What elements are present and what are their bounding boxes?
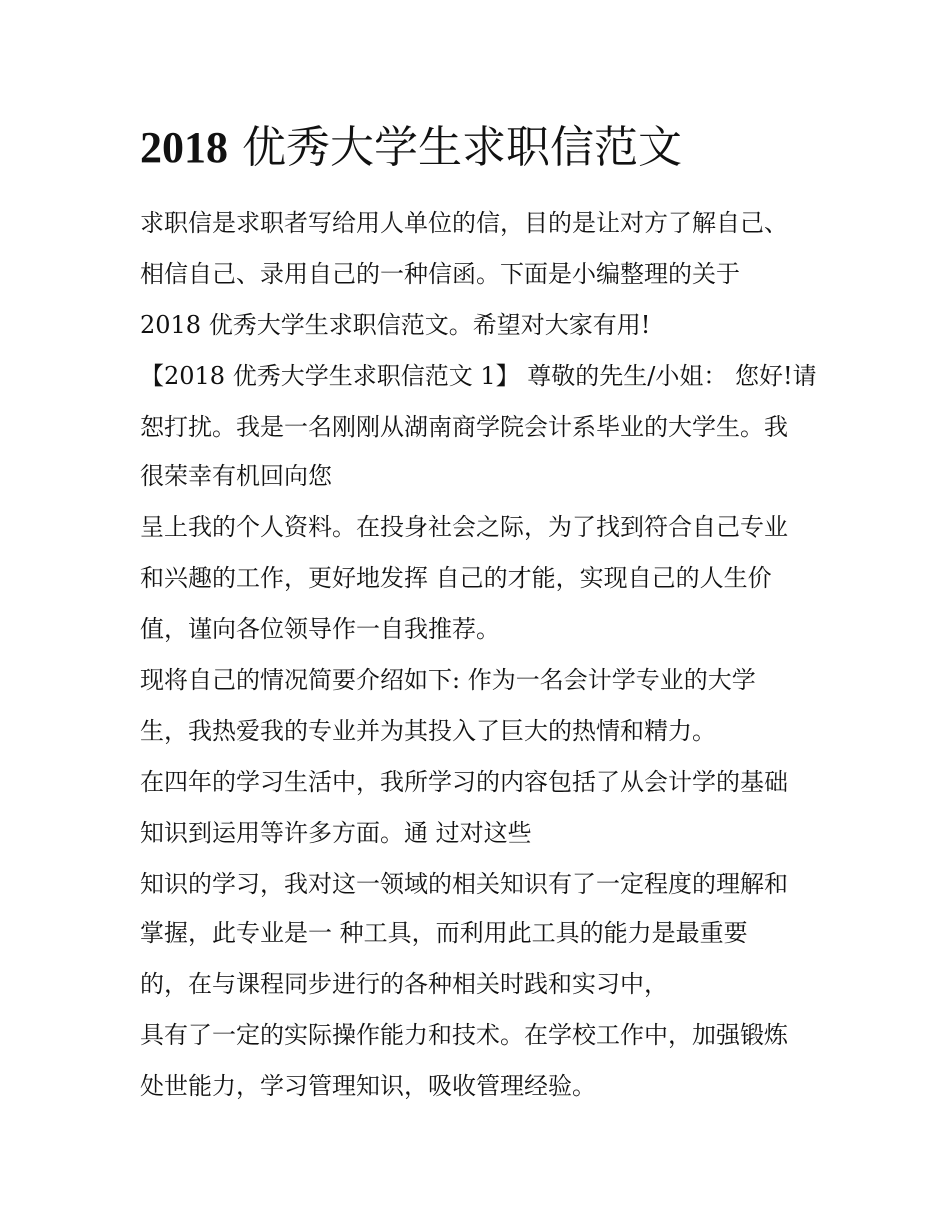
body-line: 生，我热爱我的专业并为其投入了巨大的热情和精力。 (140, 717, 716, 745)
body-line: 知识的学习，我对这一领域的相关知识有了一定程度的理解和 (140, 870, 788, 898)
body-line: 现将自己的情况简要介绍如下: 作为一名会计学专业的大学 (140, 666, 756, 694)
body-line: 和兴趣的工作，更好地发挥 自己的才能，实现自己的人生价 (140, 564, 772, 592)
body-line: 处世能力，学习管理知识，吸收管理经验。 (140, 1072, 596, 1100)
body-line: 的，在与课程同步进行的各种相关时践和实习中， (140, 970, 668, 998)
body-line: 恕打扰。我是一名刚刚从湖南商学院会计系毕业的大学生。我 (140, 413, 788, 441)
title-text: 优秀大学生求职信范文 (242, 122, 682, 173)
body-line: 具有了一定的实际操作能力和技术。在学校工作中，加强锻炼 (140, 1021, 788, 1049)
body-line: 知识到运用等许多方面。通 过对这些 (140, 819, 532, 847)
body-line: 【2018 优秀大学生求职信范文 1】 尊敬的先生/小姐： 您好!请 (140, 362, 817, 390)
body-line: 值，谨向各位领导作一自我推荐。 (140, 615, 500, 643)
body-line: 很荣幸有机回向您 (140, 462, 332, 490)
body-line: 相信自己、录用自己的一种信函。下面是小编整理的关于 (140, 260, 740, 288)
body-line: 求职信是求职者写给用人单位的信，目的是让对方了解自己、 (140, 209, 788, 237)
document-title (140, 118, 840, 178)
body-line: 掌握，此专业是一 种工具，而利用此工具的能力是最重要 (140, 919, 748, 947)
body-line: 2018 优秀大学生求职信范文。希望对大家有用! (140, 311, 651, 339)
body-line: 呈上我的个人资料。在投身社会之际，为了找到符合自己专业 (140, 513, 788, 541)
title-year: 2018 (140, 123, 228, 172)
body-line: 在四年的学习生活中，我所学习的内容包括了从会计学的基础 (140, 768, 788, 796)
